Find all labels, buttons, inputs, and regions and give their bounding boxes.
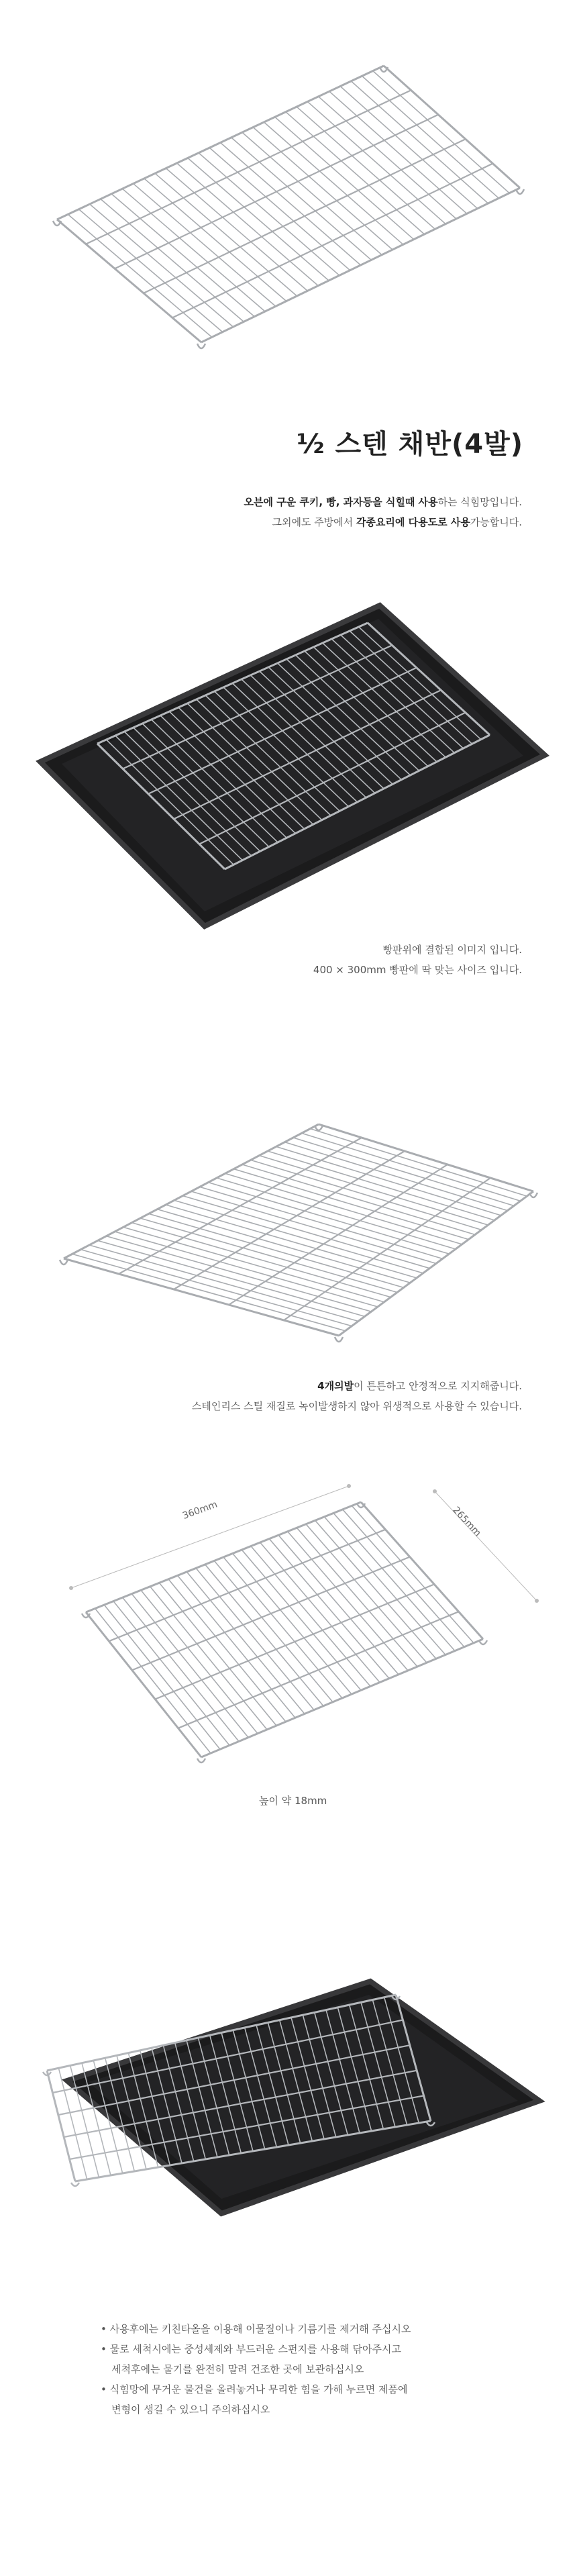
pan-caption-line2: 400 × 300mm 빵판에 딱 맞는 사이즈 입니다. [313, 964, 522, 976]
intro-bold-2: 각종요리에 다용도로 사용 [356, 516, 470, 528]
product-title: ½ 스텐 채반(4발) [297, 429, 523, 460]
cooling-rack-photo [0, 47, 577, 423]
intro-text [244, 492, 522, 532]
intro-post-2: 가능합니다. [470, 516, 522, 528]
rack-and-pan-photo [0, 1960, 577, 2228]
care-note: • 물로 세척시에는 중성세제와 부드러운 스펀지를 사용해 닦아주시고 [101, 2343, 401, 2355]
rack-dimension-photo [0, 1483, 577, 1765]
care-instructions [101, 2319, 411, 2420]
pan-caption [313, 940, 522, 980]
legs-caption-rest: 이 튼튼하고 안정적으로 지지해줍니다. [354, 1380, 522, 1392]
intro-bold-1: 오븐에 구운 쿠키, 빵, 과자등을 식힐때 사용 [244, 496, 438, 508]
intro-pre-2: 그외에도 주방에서 [272, 516, 356, 528]
care-note: 변형이 생길 수 있으니 주의하십시오 [111, 2404, 270, 2416]
care-note: • 사용후에는 키친타올을 이용해 이물질이나 기름기를 제거해 주십시오 [101, 2323, 411, 2335]
depth-dimension-line [435, 1491, 537, 1601]
care-note: • 식힘망에 무거운 물건을 올려놓거나 무리한 힘을 가해 누르면 제품에 [101, 2383, 408, 2395]
pan-caption-line1: 빵판위에 결합된 이미지 입니다. [382, 944, 522, 956]
care-note: 세척후에는 물기를 완전히 말려 건조한 곳에 보관하십시오 [111, 2363, 364, 2375]
rack-side-photo [0, 1087, 577, 1356]
height-label: 높이 약 18mm [259, 1795, 327, 1807]
width-dimension-label: 360mm [181, 1499, 219, 1522]
legs-caption [192, 1376, 522, 1416]
rack-on-pan-photo [0, 591, 577, 940]
legs-caption-bold: 4개의발 [317, 1380, 354, 1392]
intro-rest-1: 하는 식힘망입니다. [437, 496, 522, 508]
legs-caption-line2: 스테인리스 스틸 재질로 녹이발생하지 않아 위생적으로 사용할 수 있습니다. [191, 1400, 522, 1412]
depth-dimension-label: 265mm [450, 1505, 483, 1539]
